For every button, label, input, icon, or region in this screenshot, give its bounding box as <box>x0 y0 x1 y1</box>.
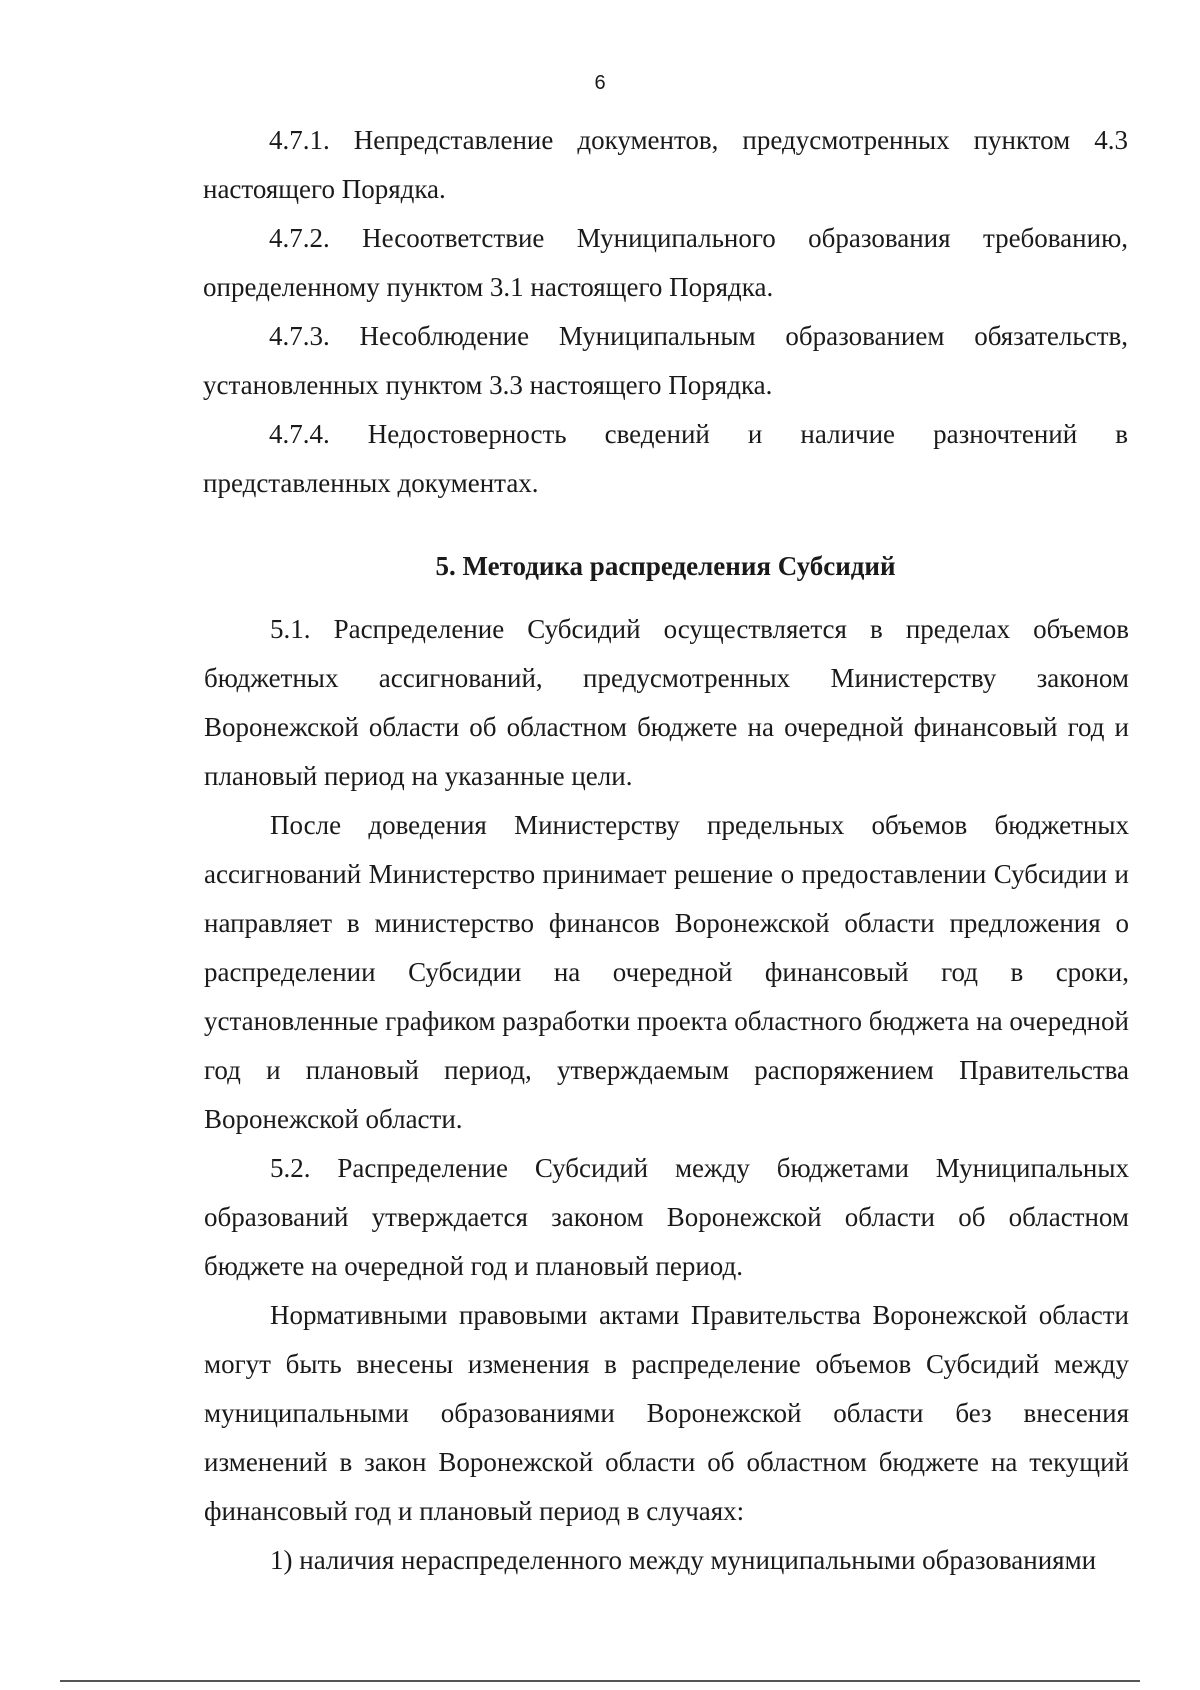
paragraph-normative-acts: Нормативными правовыми актами Правительства Воронежской области могут быть внесены изменения в распределение объемов Субсидий между муниципальными образованиями Воронежской области без внесения изменений в закон Воронежской области об областном бюджете на текущий финансовый год и плановый период в случаях: <box>204 1300 1129 1526</box>
item-4-7-1: 4.7.1. Непредставление документов, предусмотренных пунктом 4.3 настоящего Порядка. <box>203 125 1128 204</box>
list-item-1: 1) наличия нераспределенного между муниципальными образованиями <box>270 1545 1097 1575</box>
item-4-7-3: 4.7.3. Несоблюдение Муниципальным образованием обязательств, установленных пунктом 3.3 настоящего Порядка. <box>203 321 1128 400</box>
paragraph-after-limits: После доведения Министерству предельных объемов бюджетных ассигнований Министерство принимает решение о предоставлении Субсидии и направляет в министерство финансов Воронежской области предложения о распределении Субсидии на очередной финансовый год в сроки, установленные графиком разработки проекта областного бюджета на очередной год и плановый период, утверждаемым распоряжением Правительства Воронежской области. <box>204 810 1129 1134</box>
paragraph-5-1: 5.1. Распределение Субсидий осуществляется в пределах объемов бюджетных ассигнований, предусмотренных Министерству законом Воронежской области об областном бюджете на очередной финансовый год и плановый период на указанные цели. <box>204 614 1129 791</box>
item-4-7-2: 4.7.2. Несоответствие Муниципального образования требованию, определенному пунктом 3.1 настоящего Порядка. <box>203 223 1128 302</box>
section-5-body <box>204 605 1129 1585</box>
scan-edge-line <box>60 1680 1140 1682</box>
paragraph-5-2: 5.2. Распределение Субсидий между бюджетами Муниципальных образований утверждается законом Воронежской области об областном бюджете на очередной год и плановый период. <box>204 1153 1129 1281</box>
section-4-7-items <box>203 116 1128 508</box>
section-5-heading: 5. Методика распределения Субсидий <box>435 551 896 581</box>
page-number: 6 <box>594 72 606 94</box>
item-4-7-4: 4.7.4. Недостоверность сведений и наличие разночтений в представленных документах. <box>203 419 1128 498</box>
